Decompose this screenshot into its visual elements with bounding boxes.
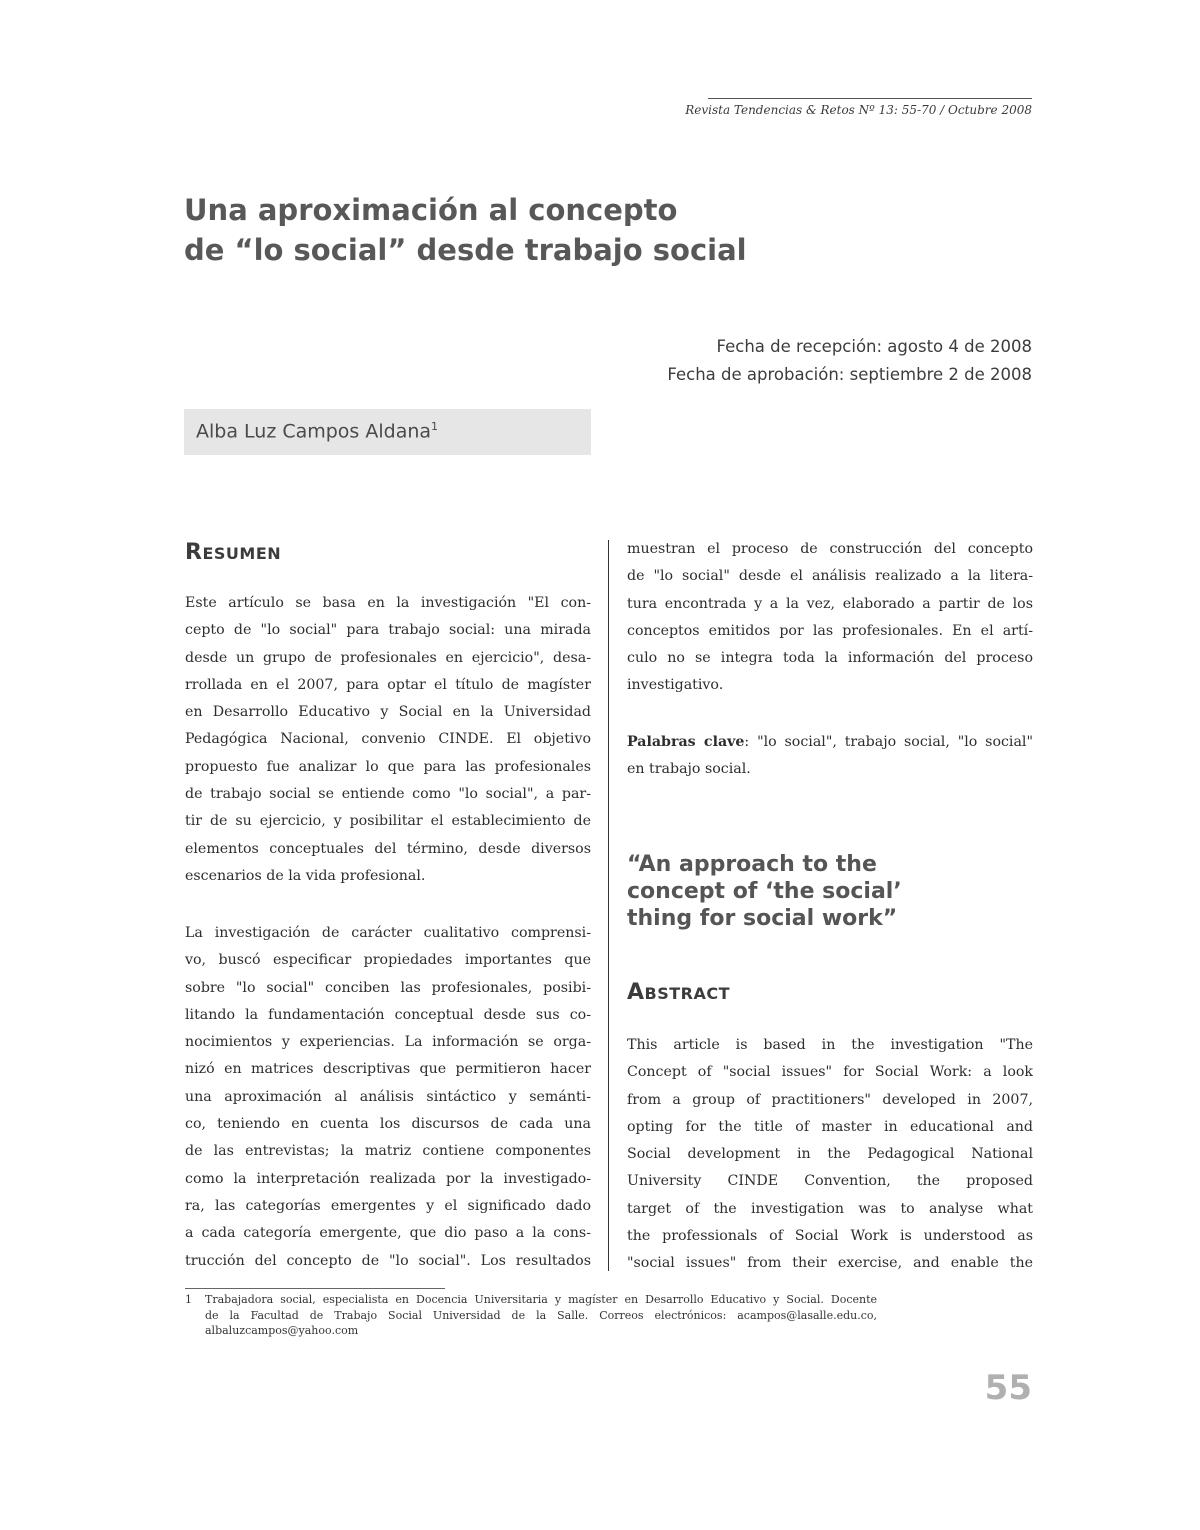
- text-line: La investigación de carácter cualitativo comprensi-: [185, 925, 591, 941]
- text-line: vo, buscó especificar propiedades importantes que: [185, 952, 591, 969]
- keywords-label: Palabras clave: [627, 734, 745, 750]
- text-line: tir de su ejercicio, y posibilitar el establecimiento de: [185, 813, 591, 830]
- text-line: de trabajo social se entiende como "lo social", a par-: [185, 786, 591, 803]
- text-line: investigativo.: [627, 677, 724, 694]
- keywords-line: [627, 729, 1033, 756]
- english-title-line: “An approach to the: [627, 852, 877, 877]
- keywords-line: en trabajo social.: [627, 761, 751, 778]
- received-date: Fecha de recepción: agosto 4 de 2008: [716, 337, 1032, 356]
- heading-rest: BSTRACT: [644, 984, 731, 1003]
- article-title: [184, 190, 984, 270]
- abstract-heading: [627, 980, 730, 1005]
- text-line: Pedagógica Nacional, convenio CINDE. El objetivo: [185, 731, 591, 748]
- text-line: como la interpretación realizada por la investigado-: [185, 1170, 591, 1187]
- text-line: ra, las categorías emergentes y el significado dado: [185, 1197, 591, 1214]
- english-title-line: thing for social work”: [627, 906, 898, 931]
- text-line: muestran el proceso de construcción del concepto: [627, 541, 1033, 557]
- text-line: desde un grupo de profesionales en ejercicio", desa-: [185, 649, 591, 666]
- text-line: nocimientos y experiencias. La información se orga-: [185, 1034, 591, 1051]
- page-number: 55: [984, 1368, 1032, 1408]
- text-line: en Desarrollo Educativo y Social en la Universidad: [185, 704, 591, 721]
- keywords: [627, 729, 1033, 784]
- resumen-paragraph-1: [185, 590, 591, 890]
- footnote-body: [205, 1292, 877, 1339]
- text-line: tura encontrada y a la vez, elaborado a partir de los: [627, 595, 1033, 612]
- text-line: cepto de "lo social" para trabajo social: una mirada: [185, 622, 591, 639]
- text-line: sobre "lo social" conciben las profesionales, posibi-: [185, 979, 591, 996]
- header-rule: [708, 98, 1032, 99]
- text-line: University CINDE Convention, the proposed: [627, 1173, 1033, 1190]
- text-line: co, teniendo en cuenta los discursos de cada una: [185, 1116, 591, 1133]
- text-line: nizó en matrices descriptivas que permitieron hacer: [185, 1061, 591, 1078]
- text-line: de "lo social" desde el análisis realizado a la litera-: [627, 568, 1033, 585]
- footnote-line: albaluzcampos@yahoo.com: [205, 1324, 359, 1337]
- column-divider: [608, 540, 609, 1271]
- text-line: de las entrevistas; la matriz contiene componentes: [185, 1143, 591, 1160]
- footnote-line: Trabajadora social, especialista en Docencia Universitaria y magíster en Desarrollo Educativo y Social. Docente: [205, 1293, 877, 1306]
- text-line: elementos conceptuales del término, desde diversos: [185, 840, 591, 857]
- author-name-wrap: [196, 420, 438, 442]
- author-name: Alba Luz Campos Aldana: [196, 420, 432, 443]
- journal-reference: Revista Tendencias & Retos Nº 13: 55-70 / Octubre 2008: [685, 103, 1032, 117]
- author-box: [184, 409, 591, 455]
- text-line: conceptos emitidos por las profesionales. En el artí-: [627, 622, 1033, 639]
- footnote-number: 1: [185, 1293, 192, 1306]
- text-line: Este artículo se basa en la investigación "El con-: [185, 595, 591, 611]
- heading-rest: ESUMEN: [202, 544, 282, 563]
- title-line: de “lo social” desde trabajo social: [184, 233, 747, 267]
- text-line: Concept of "social issues" for Social Work: a look: [627, 1064, 1033, 1081]
- resumen-heading: [185, 540, 281, 565]
- text-line: This article is based in the investigation "The: [627, 1037, 1033, 1053]
- english-title-line: concept of ‘the social’: [627, 879, 902, 904]
- heading-initial: A: [627, 980, 645, 1005]
- keywords-text: : "lo social", trabajo social, "lo social": [744, 734, 1033, 750]
- footnote-rule: [185, 1288, 445, 1289]
- text-line: trucción del concepto de "lo social". Los resultados: [185, 1252, 591, 1269]
- resumen-paragraph-2: [185, 920, 591, 1275]
- text-line: from a group of practitioners" developed in 2007,: [627, 1091, 1033, 1108]
- text-line: "social issues" from their exercise, and enable the: [627, 1255, 1033, 1272]
- text-line: the professionals of Social Work is understood as: [627, 1228, 1033, 1245]
- text-line: target of the investigation was to analyse what: [627, 1200, 1033, 1217]
- english-title: [627, 851, 1033, 932]
- article-dates: [560, 333, 1032, 389]
- text-line: propuesto fue analizar lo que para las profesionales: [185, 758, 591, 775]
- text-line: litando la fundamentación conceptual desde sus co-: [185, 1006, 591, 1023]
- text-line: opting for the title of master in educational and: [627, 1118, 1033, 1135]
- approved-date: Fecha de aprobación: septiembre 2 de 2008: [667, 365, 1032, 384]
- author-footnote-marker: 1: [431, 420, 439, 433]
- text-line: rrollada en el 2007, para optar el título de magíster: [185, 676, 591, 693]
- footnote-line: de la Facultad de Trabajo Social Universidad de la Salle. Correos electrónicos: acampos@lasalle.edu.co,: [205, 1308, 877, 1322]
- text-line: Social development in the Pedagogical National: [627, 1146, 1033, 1163]
- title-line: Una aproximación al concepto: [184, 193, 678, 227]
- text-line: escenarios de la vida profesional.: [185, 867, 426, 884]
- resumen-paragraph-3: [627, 536, 1033, 700]
- text-line: culo no se integra toda la información del proceso: [627, 650, 1033, 667]
- text-line: una aproximación al análisis sintáctico y semánti-: [185, 1088, 591, 1105]
- heading-initial: R: [185, 540, 203, 565]
- abstract-paragraph: [627, 1032, 1033, 1278]
- text-line: a cada categoría emergente, que dio paso a la cons-: [185, 1225, 591, 1242]
